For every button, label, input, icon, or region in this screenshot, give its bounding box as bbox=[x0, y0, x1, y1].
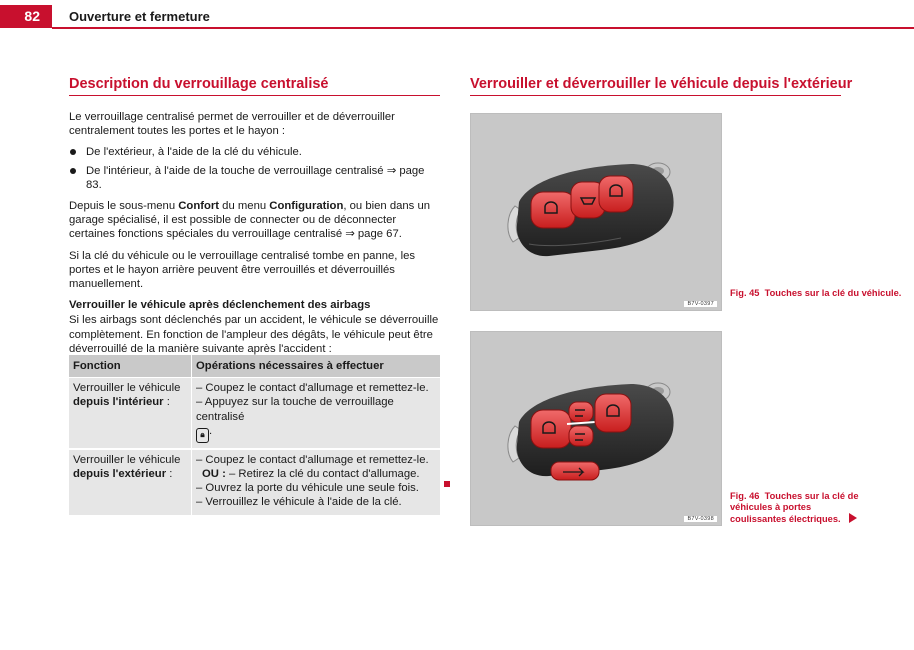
continue-arrow-icon bbox=[849, 513, 857, 523]
text-run: – Appuyez sur la touche de verrouillage centralisé bbox=[196, 396, 394, 423]
text-run: , ou bien dans un garage spécialisé, il est possible de connecter ou de déconnecter certaines fonctions spéciales du verrouillage centralisé ⇒ page 67. bbox=[69, 200, 431, 241]
operation-step: – Coupez le contact d'allumage et remettez-le. bbox=[196, 453, 429, 466]
bullet-item: De l'extérieur, à l'aide de la clé du véhicule. bbox=[69, 145, 441, 159]
airbag-paragraph: Si les airbags sont déclenchés par un accident, le véhicule se déverrouille complètement. En fonction de l'ampleur des dégâts, le véhicule peut être déverrouillé de la manière suivante après l'accident : bbox=[69, 314, 439, 355]
bullet-list bbox=[69, 145, 441, 192]
figure-ref-code: B7V-0398 bbox=[684, 516, 717, 522]
airbag-subheading: Verrouiller le véhicule après déclenchement des airbags bbox=[69, 299, 371, 312]
right-section-title: Verrouiller et déverrouiller le véhicule depuis l'extérieur bbox=[470, 76, 853, 92]
text-run: – Retirez la clé du contact d'allumage. bbox=[225, 468, 420, 481]
caption-label: Fig. 45 bbox=[730, 288, 760, 298]
operation-step: – Ouvrez la porte du véhicule une seule fois. bbox=[196, 482, 419, 495]
text-run: . bbox=[209, 424, 213, 437]
car-key-sliding-doors-illustration bbox=[471, 332, 721, 525]
bullet-text: De l'intérieur, à l'aide de la touche de verrouillage centralisé ⇒ page 83. bbox=[86, 164, 425, 191]
header-rule bbox=[52, 27, 914, 29]
figure-46-caption bbox=[730, 491, 860, 526]
chapter-title: Ouverture et fermeture bbox=[69, 9, 210, 24]
text-run: Verrouiller le véhicule bbox=[73, 453, 181, 466]
text-run: Depuis le sous-menu bbox=[69, 200, 179, 213]
left-section-title: Description du verrouillage centralisé bbox=[69, 76, 329, 92]
right-section-rule bbox=[470, 95, 841, 96]
table-header-operations: Opérations nécessaires à effectuer bbox=[192, 355, 441, 378]
figure-45-caption bbox=[730, 288, 901, 299]
menu-confort: Confort bbox=[178, 200, 220, 213]
table-header-row bbox=[69, 355, 440, 378]
operations-table bbox=[69, 355, 440, 515]
intro-paragraph: Le verrouillage centralisé permet de verrouiller et de déverrouiller centralement toutes les portes et le hayon : bbox=[69, 111, 395, 138]
left-column bbox=[69, 110, 441, 363]
table-cell-function bbox=[69, 449, 192, 515]
table-cell-operations bbox=[192, 378, 441, 449]
table-cell-operations bbox=[192, 449, 441, 515]
text-run: : bbox=[166, 468, 173, 481]
text-run-bold: depuis l'intérieur bbox=[73, 396, 164, 409]
table-header-function: Fonction bbox=[69, 355, 192, 378]
operation-step bbox=[196, 395, 436, 442]
section-end-marker bbox=[444, 481, 450, 487]
caption-label: Fig. 46 bbox=[730, 491, 760, 501]
figure-46 bbox=[470, 331, 722, 526]
text-run: du menu bbox=[219, 200, 270, 213]
lock-button-icon: 🔒︎ bbox=[196, 428, 209, 443]
config-paragraph bbox=[69, 199, 441, 242]
text-run-bold: OU : bbox=[202, 468, 226, 481]
page-number: 82 bbox=[0, 5, 52, 28]
text-run-bold: depuis l'extérieur bbox=[73, 468, 167, 481]
left-section-rule bbox=[69, 95, 440, 96]
table-row bbox=[69, 449, 440, 515]
caption-text: Touches sur la clé du véhicule. bbox=[764, 288, 902, 298]
caption-text: Touches sur la clé de véhicules à portes coulissantes électriques. bbox=[730, 491, 859, 525]
text-run: : bbox=[163, 396, 170, 409]
page-header bbox=[0, 0, 914, 28]
figure-45 bbox=[470, 113, 722, 311]
menu-configuration: Configuration bbox=[269, 200, 344, 213]
text-run: Verrouiller le véhicule bbox=[73, 382, 181, 395]
table-cell-function bbox=[69, 378, 192, 449]
operation-step: – Coupez le contact d'allumage et remettez-le. bbox=[196, 382, 429, 395]
table-row bbox=[69, 378, 440, 449]
operation-step: – Verrouillez le véhicule à l'aide de la clé. bbox=[196, 496, 402, 509]
figure-ref-code: B7V-0397 bbox=[684, 301, 717, 307]
car-key-illustration bbox=[471, 114, 721, 310]
operation-step bbox=[196, 467, 436, 481]
failure-paragraph: Si la clé du véhicule ou le verrouillage centralisé tombe en panne, les portes et le hayon arrière peuvent être verrouillés et déverrouillés manuellement. bbox=[69, 249, 416, 291]
bullet-item bbox=[69, 164, 441, 192]
